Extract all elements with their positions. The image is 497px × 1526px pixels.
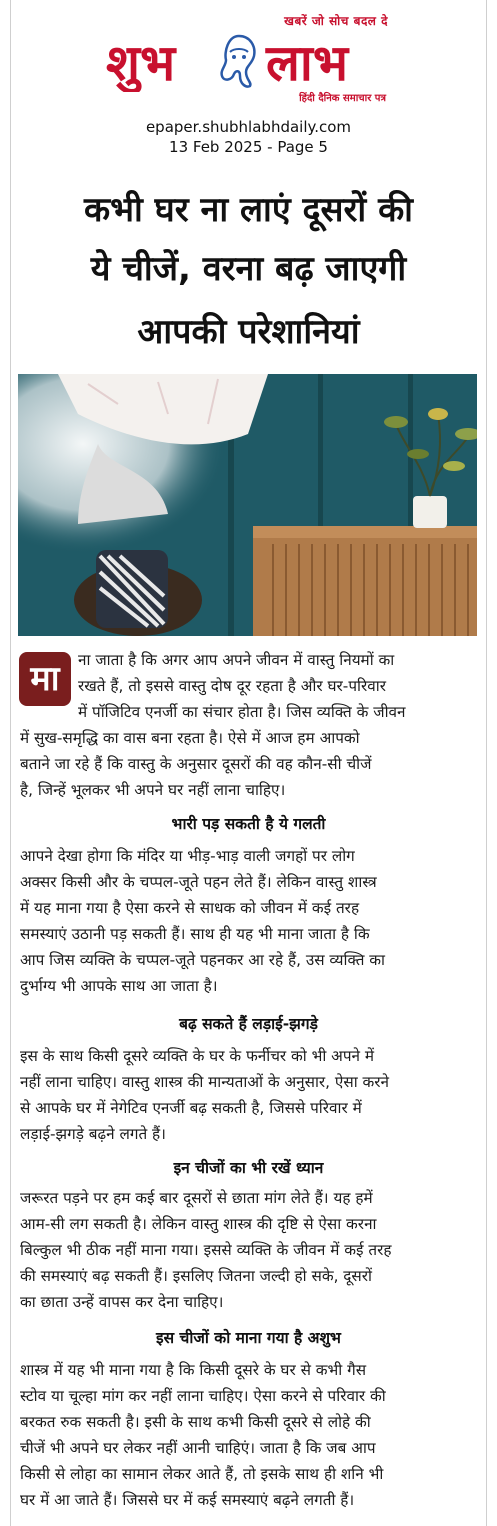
section-heading: इन चीजों का भी रखें ध्यान bbox=[173, 1159, 324, 1177]
intro-line: है, जिन्हें भूलकर भी अपने घर नहीं लाना चाहिए। bbox=[20, 781, 286, 799]
body-line: में यह माना गया है ऐसा करने से साधक को जीवन में कई तरह bbox=[20, 899, 360, 917]
edition-date: 13 Feb 2025 - Page 5 bbox=[169, 138, 328, 156]
masthead-tagline: खबरें जो सोच बदल दे bbox=[284, 14, 388, 28]
body-line: घर में आ जाते हैं। जिससे घर में कई समस्याएं बढ़ने लगती हैं। bbox=[20, 1491, 355, 1509]
body-line: आम-सी लग सकती है। लेकिन वास्तु शास्त्र की दृष्टि से ऐसा करना bbox=[20, 1215, 377, 1233]
body-line: इस के साथ किसी दूसरे व्यक्ति के घर के फर्नीचर को भी अपने में bbox=[20, 1047, 375, 1065]
body-line: दुर्भाग्य भी आपके साथ आ जाता है। bbox=[20, 977, 218, 995]
body-line: समस्याएं उठानी पड़ सकती हैं। साथ ही यह भी माना जाता है कि bbox=[20, 925, 370, 943]
headline-line-2: ये चीजें, वरना बढ़ जाएगी bbox=[90, 249, 407, 289]
ganesha-icon bbox=[216, 30, 262, 88]
body-line: चीजें भी अपने घर लेकर नहीं आनी चाहिएं। जाता है कि जब आप bbox=[20, 1439, 376, 1457]
intro-line: में सुख-समृद्धि का वास बना रहता है। ऐसे में आज हम आपको bbox=[20, 729, 360, 747]
epaper-url: epaper.shubhlabhdaily.com bbox=[145, 118, 352, 136]
headline-line-3: आपकी परेशानियां bbox=[137, 312, 360, 352]
body-line: जरूरत पड़ने पर हम कई बार दूसरों से छाता मांग लेते हैं। यह हमें bbox=[20, 1189, 373, 1207]
headline-line-1: कभी घर ना लाएं दूसरों की bbox=[83, 190, 413, 230]
logo-right-text: लाभ bbox=[266, 34, 348, 92]
body-line: लड़ाई-झगड़े बढ़ने लगते हैं। bbox=[20, 1125, 166, 1143]
masthead-subline: हिंदी दैनिक समाचार पत्र bbox=[299, 93, 386, 104]
body-line: अक्सर किसी और के चप्पल-जूते पहन लेते हैं। लेकिन वास्तु शास्त्र bbox=[20, 873, 377, 891]
body-line: शास्त्र में यह भी माना गया है कि किसी दूसरे के घर से कभी गैस bbox=[20, 1361, 367, 1379]
masthead bbox=[100, 6, 396, 110]
intro-line: बताने जा रहे हैं कि वास्तु के अनुसार दूसरों की वह कौन-सी चीजें bbox=[20, 755, 372, 773]
body-line: से आपके घर में नेगेटिव एनर्जी बढ़ सकती है, जिससे परिवार में bbox=[20, 1099, 362, 1117]
logo-left-text: शुभ bbox=[106, 34, 176, 92]
body-line: नहीं लाना चाहिए। वास्तु शास्त्र की मान्यताओं के अनुसार, ऐसा करने bbox=[20, 1073, 390, 1091]
section-heading: बढ़ सकते हैं लड़ाई-झगड़े bbox=[179, 1015, 318, 1033]
section-heading: इस चीजों को माना गया है अशुभ bbox=[156, 1329, 341, 1347]
intro-line: रखते हैं, तो इससे वास्तु दोष दूर रहता है और घर-परिवार bbox=[78, 677, 386, 695]
body-line: आप जिस व्यक्ति के चप्पल-जूते पहनकर आ रहे हैं, उस व्यक्ति का bbox=[20, 951, 385, 969]
body-line: की समस्याएं बढ़ सकती हैं। इसलिए जितना जल्दी हो सके, दूसरों bbox=[20, 1267, 372, 1285]
body-line: स्टोव या चूल्हा मांग कर नहीं लाना चाहिए। ऐसा करने से परिवार की bbox=[20, 1387, 386, 1405]
body-line: किसी से लोहा का सामान लेकर आते हैं, तो इसके साथ ही शनि भी bbox=[20, 1465, 384, 1483]
photo-illustration bbox=[18, 374, 477, 636]
intro-line: में पॉजिटिव एनर्जी का संचार होता है। जिस व्यक्ति के जीवन bbox=[78, 703, 406, 721]
intro-line: ना जाता है कि अगर आप अपने जीवन में वास्तु नियमों का bbox=[78, 651, 395, 669]
drop-cap: मा bbox=[19, 652, 71, 706]
body-line: बिल्कुल भी ठीक नहीं माना गया। इससे व्यक्ति के जीवन में कई तरह bbox=[20, 1241, 392, 1259]
body-line: बरकत रुक सकती है। इसी के साथ कभी किसी दूसरे से लोहे की bbox=[20, 1413, 371, 1431]
body-line: आपने देखा होगा कि मंदिर या भीड़-भाड़ वाली जगहों पर लोग bbox=[20, 847, 355, 865]
section-heading: भारी पड़ सकती है ये गलती bbox=[171, 815, 326, 833]
article-photo bbox=[18, 374, 477, 636]
body-line: का छाता उन्हें वापस कर देना चाहिए। bbox=[20, 1293, 224, 1311]
